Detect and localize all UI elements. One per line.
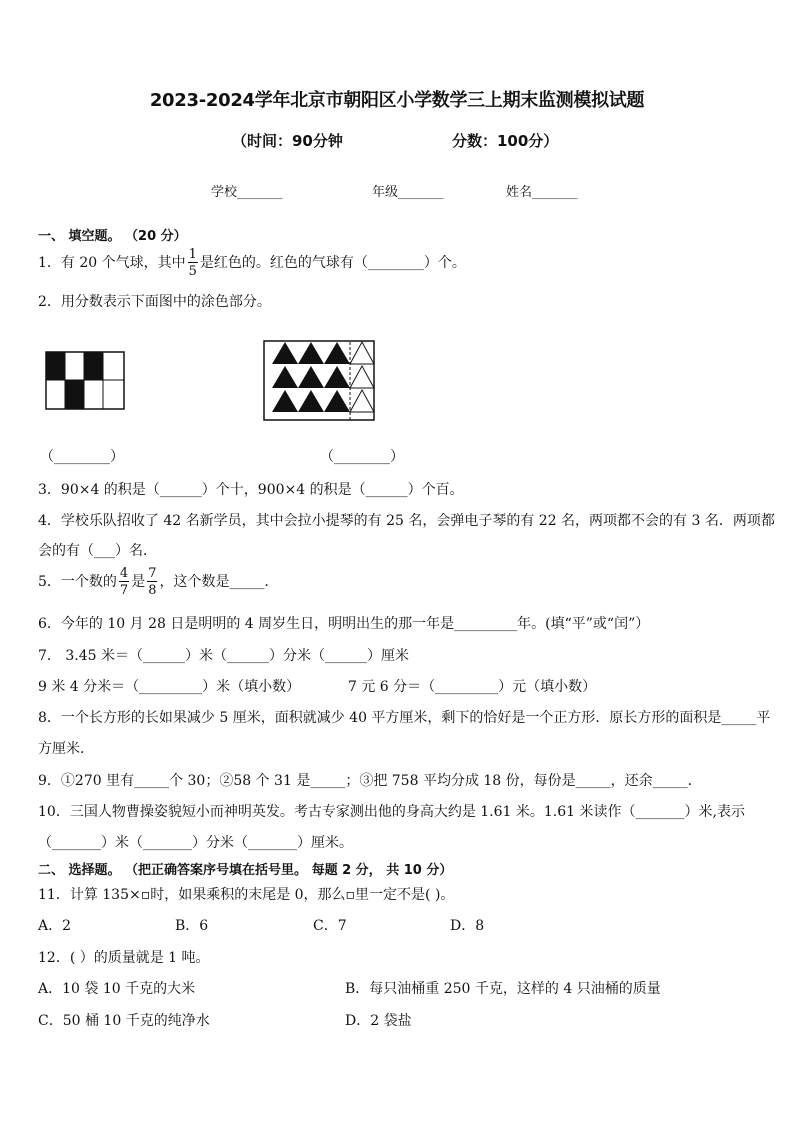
fraction-4-7: $\frac{4}{7}$ — [119, 566, 129, 598]
question-7-part-b: 7 元 6 分＝（_________）元（填小数） — [348, 679, 597, 695]
question-2: 2．用分数表示下面图中的涂色部分。 — [38, 294, 271, 310]
question-8: 8．一个长方形的长如果减少 5 厘米，面积就减少 40 平方厘米，剩下的恰好是一个正方形．原长方形的面积是_____平 — [38, 710, 771, 726]
question-4-cont: 会的有（___）名． — [38, 543, 157, 559]
q11-option-d[interactable]: D．8 — [450, 918, 485, 934]
exam-title: 2023-2024学年北京市朝阳区小学数学三上期末监测模拟试题 — [149, 90, 645, 111]
question-8-cont: 方厘米． — [38, 741, 94, 757]
school-field: 学校_______ — [211, 185, 283, 200]
question-3: 3．90×4 的积是（______）个十，900×4 的积是（______）个百。 — [38, 482, 464, 498]
q12-option-c[interactable]: C．50 桶 10 千克的纯净水 — [38, 1013, 210, 1029]
score-label: 分数：100分） — [452, 132, 559, 150]
question-7-part-a: 9 米 4 分米＝（_________）米（填小数） — [38, 679, 301, 695]
fraction-1-5: $\frac{1}{5}$ — [188, 247, 197, 279]
question-5: 5．一个数的 $\frac{4}{7}$ 是 $\frac{7}{8}$ ，这个数是_____． — [38, 566, 279, 598]
triangle-figure — [263, 340, 376, 422]
fraction-7-8: $\frac{7}{8}$ — [148, 566, 157, 598]
q11-option-a[interactable]: A．2 — [38, 918, 72, 934]
q11-option-c[interactable]: C．7 — [313, 918, 347, 934]
section-choice: 二、 选择题。 （把正确答案序号填在括号里。 每题 2 分， 共 10 分） — [38, 863, 453, 878]
q12-option-b[interactable]: B．每只油桶重 250 千克，这样的 4 只油桶的质量 — [345, 981, 661, 997]
question-6: 6．今年的 10 月 28 日是明明的 4 周岁生日，明明出生的那一年是_________年。(填“平”或“闰”） — [38, 616, 650, 632]
question-4: 4．学校乐队招收了 42 名新学员，其中会拉小提琴的有 25 名，会弹电子琴的有 22 名，两项都不会的有 3 名．两项都 — [38, 513, 775, 529]
question-10-cont: （_______）米（_______）分米（_______）厘米。 — [38, 835, 353, 851]
answer-blank-2b[interactable]: （________） — [320, 449, 404, 465]
time-label: （时间：90分钟 — [232, 132, 343, 150]
question-12: 12．( ）的质量就是 1 吨。 — [38, 950, 210, 966]
question-11: 11．计算 135×▫时，如果乘积的末尾是 0，那么▫里一定不是( )。 — [38, 887, 455, 903]
answer-blank-2a[interactable]: （________） — [40, 449, 124, 465]
q12-option-a[interactable]: A．10 袋 10 千克的大米 — [38, 981, 196, 997]
grade-field: 年级_______ — [372, 185, 444, 200]
grid-figure — [45, 351, 127, 411]
question-1: 1．有 20 个气球，其中 $\frac{1}{5}$ 是红色的。红色的气球有（________）个。 — [38, 247, 466, 279]
q11-option-b[interactable]: B．6 — [175, 918, 209, 934]
question-10: 10．三国人物曹操姿貌短小而神明英发。考古专家测出他的身高大约是 1.61 米。1.61 米读作（_______）米,表示 — [38, 804, 745, 820]
question-7: 7． 3.45 米＝（______）米（______）分米（______）厘米 — [38, 648, 409, 664]
question-9: 9．①270 里有_____个 30；②58 个 31 是_____；③把 758 平均分成 18 份，每份是_____，还余_____． — [38, 773, 702, 789]
q12-option-d[interactable]: D．2 袋盐 — [345, 1013, 412, 1029]
name-field: 姓名_______ — [506, 185, 578, 200]
section-fill-in: 一、 填空题。 （20 分） — [38, 229, 187, 244]
